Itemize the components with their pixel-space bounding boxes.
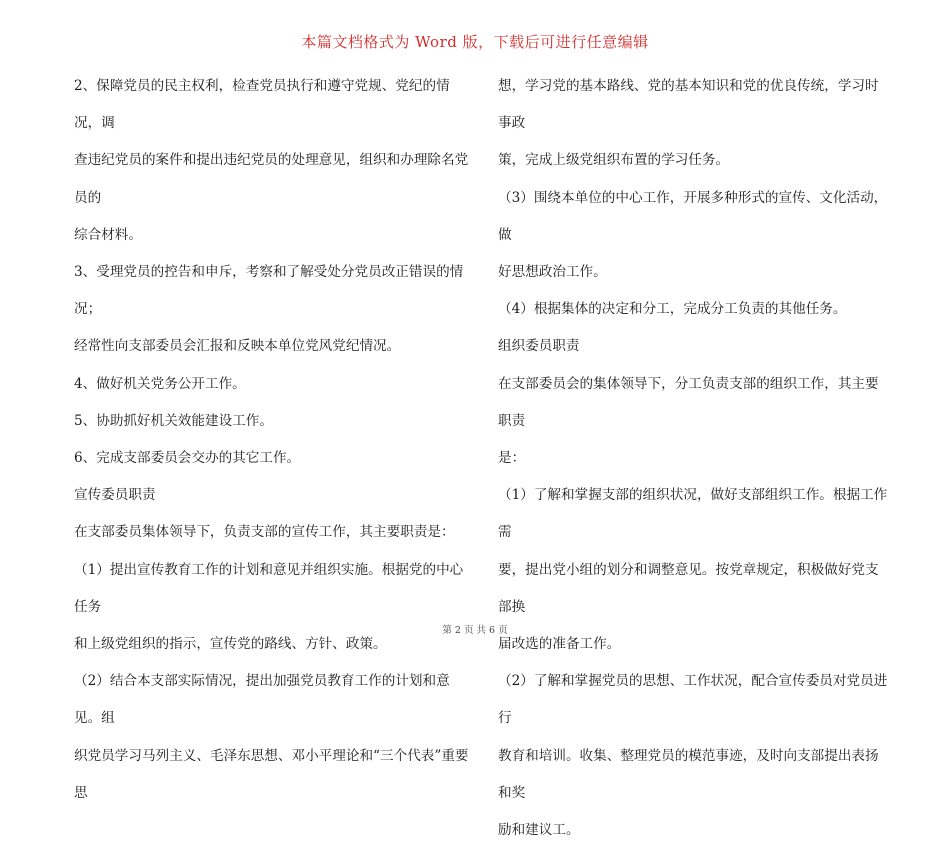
download-banner: 本篇文档格式为 Word 版，下载后可进行任意编辑 (301, 33, 649, 51)
text-line: 想，学习党的基本路线、党的基本知识和党的优良传统，学习时事政 (498, 78, 879, 132)
text-line: 好思想政治工作。 (498, 264, 607, 281)
text-line: 查违纪党员的案件和提出违纪党员的处理意见，组织和办理除名党员的 (74, 152, 469, 206)
text-line: （1）提出宣传教育工作的计划和意见并组织实施。根据党的中心任务 (74, 561, 464, 615)
text-line: （2）结合本支部实际情况，提出加强党员教育工作的计划和意见。组 (74, 673, 450, 727)
right-column (498, 68, 888, 849)
text-line: 综合材料。 (74, 226, 142, 243)
text-line: （3）围绕本单位的中心工作，开展多种形式的宣传、文化活动，做 (498, 189, 888, 243)
page-number: 第 2 页 共 6 页 (442, 625, 508, 636)
text-line: 6、完成支部委员会交办的其它工作。 (74, 450, 301, 467)
text-line: （1）了解和掌握支部的组织状况，做好支部组织工作。根据工作需 (498, 487, 888, 541)
text-line: 在支部委员会的集体领导下，分工负责支部的组织工作，其主要职责 (498, 375, 879, 429)
text-line: 2、保障党员的民主权利，检查党员执行和遵守党规、党纪的情况，调 (74, 78, 450, 132)
text-line: 是： (498, 450, 526, 467)
section-heading: 宣传委员职责 (74, 487, 156, 504)
text-line: （4）根据集体的决定和分工，完成分工负责的其他任务。 (498, 301, 847, 318)
text-line: 教育和培训。收集、整理党员的模范事迹，及时向支部提出表扬和奖 (498, 747, 879, 801)
text-line: 3、受理党员的控告和申斥，考察和了解受处分党员改正错误的情况； (74, 264, 464, 318)
text-line: 经常性向支部委员会汇报和反映本单位党风党纪情况。 (74, 338, 401, 355)
section-heading: 组织委员职责 (498, 338, 580, 355)
text-line: 届改选的准备工作。 (498, 636, 621, 653)
left-column (74, 68, 470, 812)
text-line: 织党员学习马列主义、毛泽东思想、邓小平理论和“三个代表”重要思 (74, 747, 469, 801)
text-line: 励和建议工。 (498, 822, 580, 839)
text-line: 在支部委员集体领导下，负责支部的宣传工作，其主要职责是： (74, 524, 455, 541)
text-line: 要，提出党小组的划分和调整意见。按党章规定，积极做好党支部换 (498, 561, 879, 615)
text-line: 4、做好机关党务公开工作。 (74, 375, 246, 392)
text-line: 5、协助抓好机关效能建设工作。 (74, 412, 273, 429)
text-line: 和上级党组织的指示，宣传党的路线、方针、政策。 (74, 636, 387, 653)
text-line: （2）了解和掌握党员的思想、工作状况，配合宣传委员对党员进行 (498, 673, 888, 727)
text-line: 策，完成上级党组织布置的学习任务。 (498, 152, 730, 169)
